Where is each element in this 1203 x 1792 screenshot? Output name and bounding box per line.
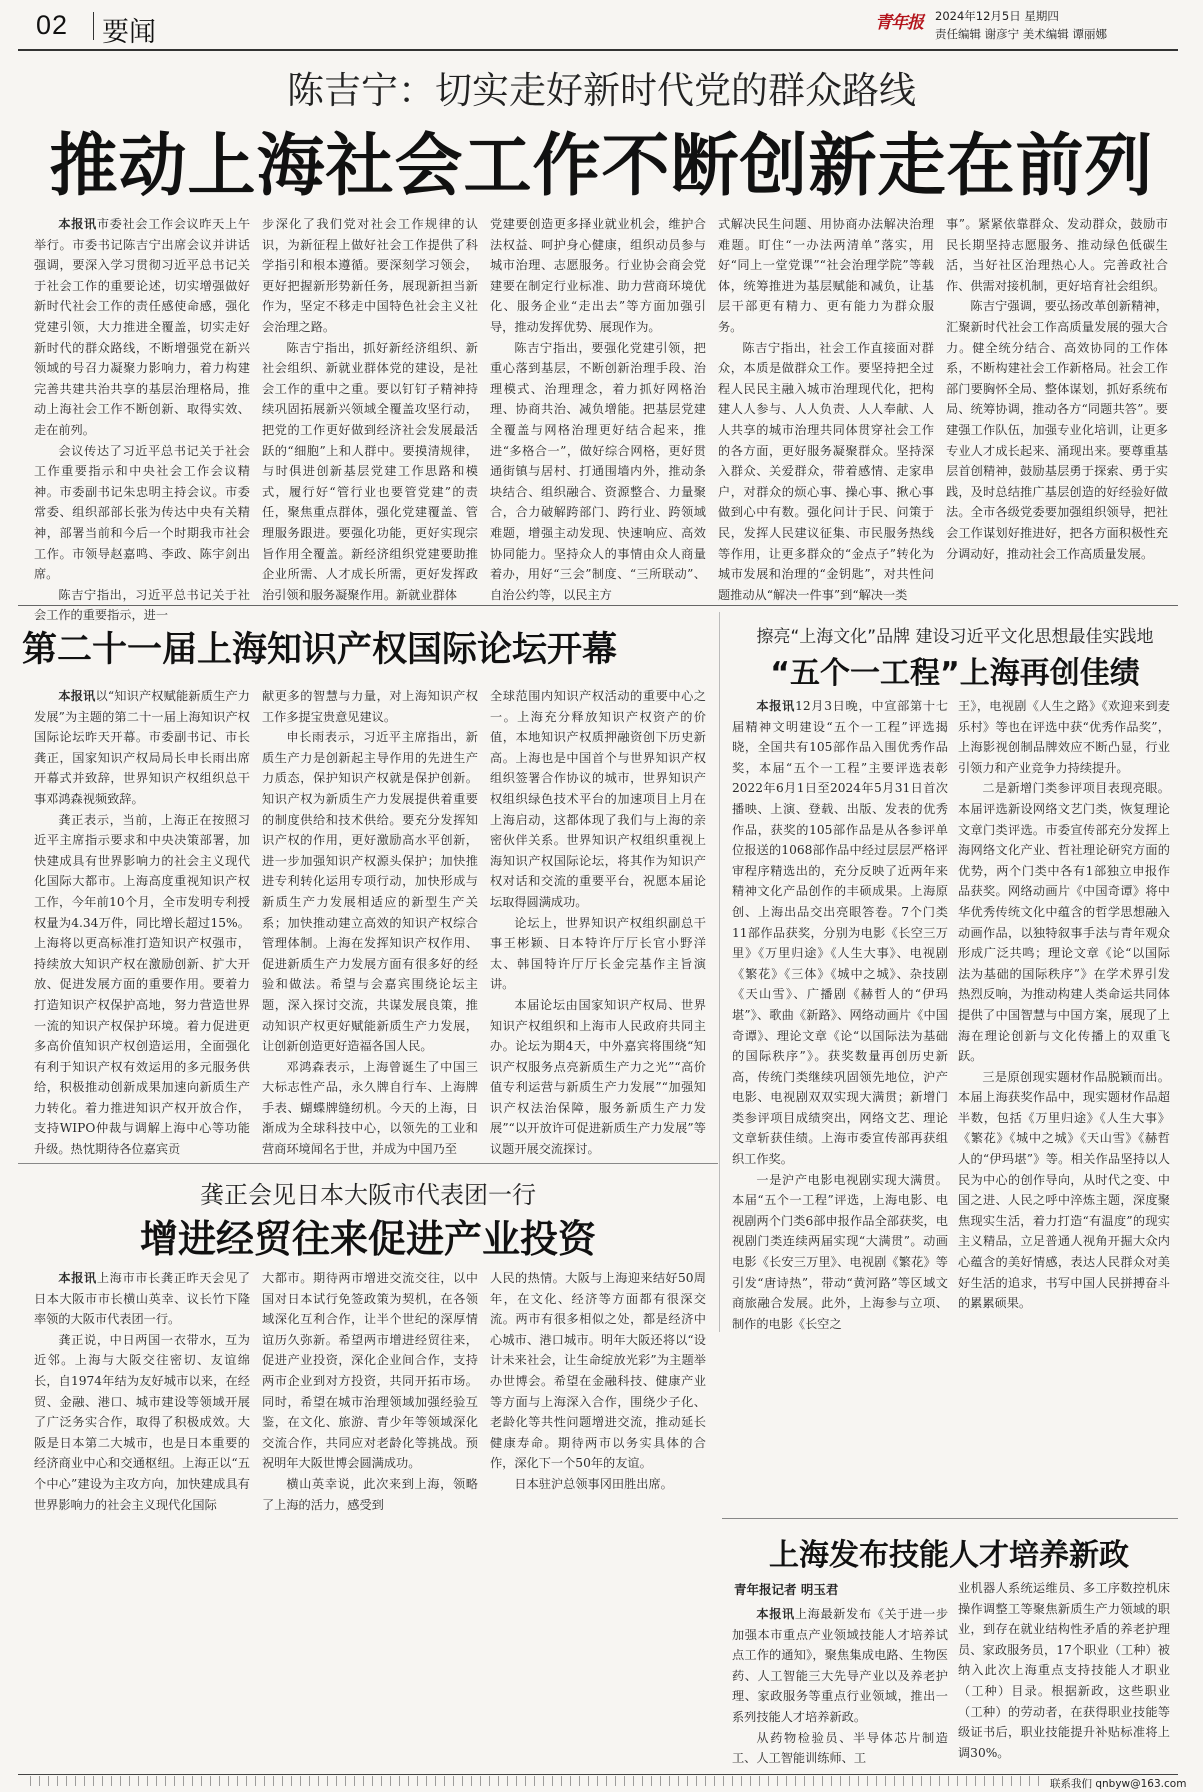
article5-byline: 青年报记者 明玉君 [734,1582,839,1597]
article-column-divider [719,612,720,1332]
header-rule [18,49,1178,51]
editors-credit: 责任编辑 谢彦宁 美术编辑 谭丽娜 [935,27,1107,41]
article1-col1: 本报讯市委社会工作会议昨天上午举行。市委书记陈吉宁出席会议并讲话强调，要深入学习贯彻习近平总书记关于社会工作的重要论述，切实增强做好新时代社会工作的责任感使命感，强化党建引领，大力推进全覆盖，切实走好新时代的群众路线，不断增强党在新兴领域的号召力凝聚力影响力，着力构建完善共建共治共享的基层治理格局，推动上海社会工作不断创新、取得实效、走在前列。 会议传达了习近平总书记关于社会工作重要指示和中央社会工作会议精神。市委副书记朱忠明主持会议。市委常委、组织部部长张为传达中央有关精神，部署当前和今后一个时期我市社会工作。市领导赵嘉鸣、李政、陈宇剑出席。 陈吉宁指出，习近平总书记关于社会工作的重要指示，进一 [34,217,251,623]
article2-lead-tag: 本报讯 [58,689,96,703]
page-header [0,0,1203,52]
article1-col4: 式解决民生问题、用协商办法解决治理难题。盯住“一办法两清单”落实，用好“同上一堂党课”“社会治理学院”等载体，统筹推进为基层赋能和减负，让基层干部更有精力、更有能力为群众服务。 陈吉宁指出，社会工作直接面对群众，本质是做群众工作。要坚持把全过程人民民主融入城市治理现代化，把构建人人参与、人人负责、人人奉献、人人共享的城市治理共同体贯穿社会工作的各方面，更好服务凝聚群众。坚持深入群众、关爱群众，带着感情、走家串户，对群众的烦心事、操心事、揪心事做到心中有数。强化问计于民、问策于民，发挥人民建议征集、市民服务热线等作用，让更多群众的“金点子”转化为城市发展和治理的“金钥匙”，对共性问题推动从“解决一件事”到“解决一类 [718,217,934,602]
section-name: 要闻 [102,17,156,48]
article4-subtitle: 龚正会见日本大阪市代表团一行 [200,1181,536,1209]
article4-col2: 大都市。期待两市增进交流交往，以中国对日本试行免签政策为契机，在各领域深化互利合作，让半个世纪的深厚情谊历久弥新。希望两市增进经贸往来，促进产业投资，深化企业间合作，支持两市企业到对方投资，共同开拓市场。同时，希望在城市治理领域加强经验互鉴，在文化、旅游、青少年等领域深化交流合作，共同应对老龄化等挑战。预祝明年大阪世博会圆满成功。 横山英幸说，此次来到上海，领略了上海的活力，感受到 [262,1271,478,1512]
article3-headline: “五个一工程”上海再创佳绩 [770,656,1140,691]
article2-headline: 第二十一届上海知识产权国际论坛开幕 [22,630,618,670]
article1-subtitle: 陈吉宁：切实走好新时代党的群众路线 [287,69,916,112]
header-divider [93,12,94,40]
article1-col2: 步深化了我们党对社会工作规律的认识，为新征程上做好社会工作提供了科学指引和根本遵循。要深刻学习领会，更好把握新形势新任务，展现新担当新作为，坚定不移走中国特色社会主义社会治理之路。 陈吉宁指出，抓好新经济组织、新社会组织、新就业群体党的建设，是社会工作的重中之重。要以钉钉子精神持续巩固拓展新兴领域全覆盖攻坚行动，把党的工作更好做到经济社会发展最活跃的“细胞”上和人群中。要摸清规律，与时俱进创新基层党建工作思路和模式，履行好“管行业也要管党建”的责任，聚焦重点群体，强化党建覆盖、管理服务跟进。要强化功能，更好实现宗旨作用全覆盖。新经济组织党建要助推企业所需、人才成长所需，更好发挥政治引领和服务凝聚作用。新就业群体 [262,217,478,602]
article3-lead-tag: 本报讯 [756,699,796,713]
article3-col1: 本报讯12月3日晚，中宣部第十七届精神文明建设“五个一工程”评选揭晓，全国共有105部作品入围优秀作品奖，本届“五个一工程”主要评选表彰2022年6月1日至2024年5月31日首次播映、上演、登载、出版、发表的优秀作品，获奖的105部作品是从各参评单位报送的1068部作品中经过层层严格评审程序精选出的，充分反映了近两年来精神文化产品创作的丰硕成果。上海原创、上海出品交出亮眼答卷。7个门类11部作品获奖，分别为电影《长空三万里》《万里归途》《人生大事》、电视剧《繁花》《三体》《城中之城》、杂技剧《天山雪》、广播剧《赫哲人的“伊玛堪”》、歌曲《新路》、网络动画片《中国奇谭》、理论文章《论“以国际法为基础的国际秩序”》。获奖数量再创历史新高，传统门类继续巩固领先地位，沪产电影、电视剧双双实现大满贯；新增门类参评项目成绩突出，网络文艺、理论文章斩获佳绩。上海市委宣传部再获组织工作奖。 一是沪产电影电视剧实现大满贯。本届“五个一工程”评选，上海电影、电视剧两个门类6部申报作品全部获奖，电视剧门类连续两届实现“大满贯”。动画电影《长安三万里》、电视剧《繁花》等引发“唐诗热”，带动“黄河路”等区域文商旅融合发展。此外，上海参与立项、制作的电影《长空之 [732,699,948,1331]
article3-bottom-rule [722,1518,1178,1519]
barcode-strip [30,1776,1040,1786]
page-number: 02 [36,10,69,40]
article2-bottom-rule [18,1163,718,1164]
article4-lead-tag: 本报讯 [58,1271,97,1285]
footer-rule [18,1774,1178,1775]
article2-col2: 献更多的智慧与力量，对上海知识产权工作多提宝贵意见建议。 申长雨表示，习近平主席指出，新质生产力是创新起主导作用的先进生产力质态，保护知识产权就是保护创新。知识产权为新质生产力发展提供着重要的制度供给和技术供给。要充分发挥知识产权的作用，更好激励高水平创新，进一步加强知识产权源头保护；加快推进专利转化运用专项行动，加快形成与新质生产力发展相适应的新型生产关系；加快推动建立高效的知识产权综合管理体制。上海在发挥知识产权作用、促进新质生产力发展方面有很多好的经验和做法。希望与会嘉宾围绕论坛主题，深入探讨交流，共谋发展良策，推动知识产权更好赋能新质生产力发展，让创新创造更好造福各国人民。 邓鸿森表示，上海曾诞生了中国三大标志性产品，永久牌自行车、上海牌手表、蝴蝶牌缝纫机。今天的上海，日渐成为全球科技中心，以领先的工业和营商环境闻名于世，并成为中国乃至 [262,689,478,1157]
article5-col1: 本报讯上海最新发布《关于进一步加强本市重点产业领域技能人才培养试点工作的通知》，聚焦集成电路、生物医药、人工智能三大先导产业以及养老护理、家政服务等重点行业领域，推出一系列技能人才培养新政。 从药物检验员、半导体芯片制造工、人工智能训练师、工 [732,1607,949,1766]
article3-col2: 王》，电视剧《人生之路》《欢迎来到麦乐村》等也在评选中获“优秀作品奖”，上海影视创制品牌效应不断凸显，行业引领力和产业竞争力持续提升。 二是新增门类参评项目表现亮眼。本届评选新设网络文艺门类，恢复理论文章门类评选。市委宣传部充分发挥上海网络文化产业、哲社理论研究方面的优势，两个门类中各有1部独立申报作品获奖。网络动画片《中国奇谭》将中华优秀传统文化中蕴含的哲学思想融入动画作品，以独特叙事手法与青年观众形成广泛共鸣；理论文章《论“以国际法为基础的国际秩序”》在学术界引发热烈反响，为推动构建人类命运共同体提供了中国智慧与中国方案，展现了上海在理论创新与文化传播上的双重飞跃。 三是原创现实题材作品脱颖而出。本届上海获奖作品中，现实题材作品超半数，包括《万里归途》《人生大事》《繁花》《城中之城》《天山雪》《赫哲人的“伊玛堪”》等。相关作品坚持以人民为中心的创作导向，从时代之变、中国之进、人民之呼中淬炼主题，深度聚焦现实生活，着力打造“有温度”的现实主义精品，立足普通人视角开掘大众内心蕴含的美好情感，表达人民群众对美好生活的追求，书写中国人民拼搏奋斗的累累硕果。 [958,699,1170,1311]
article4-col1: 本报讯上海市市长龚正昨天会见了日本大阪市市长横山英幸、议长竹下隆率领的大阪市代表团一行。 龚正说，中日两国一衣带水，互为近邻。上海与大阪交往密切、友谊绵长，自1974年结为友好城市以来，在经贸、金融、港口、城市建设等领域开展了广泛务实合作，取得了积极成效。大阪是日本第二大城市，也是日本重要的经济商业中心和交通枢纽。上海正以“五个中心”建设为主攻方向，加快建成具有世界影响力的社会主义现代化国际 [34,1271,251,1512]
article2-col3: 全球范围内知识产权活动的重要中心之一。上海充分释放知识产权资产的价值，本地知识产权质押融资创下历史新高。上海也是中国首个与世界知识产权组织签署合作协议的城市，世界知识产权组织绿色技术平台的加速项目上月在上海启动，这都体现了我们与上海的亲密伙伴关系。世界知识产权组织重视上海知识产权国际论坛，将其作为知识产权对话和交流的重要平台，祝愿本届论坛取得圆满成功。 论坛上，世界知识产权组织副总干事王彬颖、日本特许厅厅长官小野洋太、韩国特许厅厅长金完基作主旨演讲。 本届论坛由国家知识产权局、世界知识产权组织和上海市人民政府共同主办。论坛为期4天，中外嘉宾将围绕“知识产权服务点亮新质生产力之光”“高价值专利运营与新质生产力发展”“加强知识产权法治保障，服务新质生产力发展”“以开放许可促进新质生产力发展”等议题开展交流探讨。 [490,689,706,1157]
article5-col2: 业机器人系统运维员、多工序数控机床操作调整工等聚焦新质生产力领域的职业，到存在就业结构性矛盾的养老护理员、家政服务员，17个职业（工种）被纳入此次上海重点支持技能人才职业（工种）目录。根据新政，这些职业（工种）的劳动者，在获得职业技能等级证书后，职业技能提升补贴标准将上调30%。 [958,1581,1170,1760]
article3-subtitle: 擦亮“上海文化”品牌 建设习近平文化思想最佳实践地 [756,627,1154,647]
issue-date: 2024年12月5日 星期四 [935,9,1059,23]
article2-col1: 本报讯以“知识产权赋能新质生产力发展”为主题的第二十一届上海知识产权国际论坛昨天开幕。市委副书记、市长龚正，国家知识产权局局长申长雨出席开幕式并致辞，世界知识产权组织总干事邓鸿森视频致辞。 龚正表示，当前，上海正在按照习近平主席指示要求和中央决策部署，加快建成具有世界影响力的社会主义现代化国际大都市。上海高度重视知识产权工作，今年前10个月，全市发明专利授权量为4.34万件，同比增长超过15%。上海将以更高标准打造知识产权强市，持续放大知识产权在激励创新、扩大开放、促进发展方面的重要作用。要着力打造知识产权保护高地，努力营造世界一流的知识产权保护环境。着力促进更多高价值知识产权创造运用，全面强化有利于知识产权有效运用的多元服务供给，积极推动创新成果加速向新质生产力转化。着力推进知识产权开放合作，支持WIPO仲裁与调解上海中心等功能升级。热忱期待各位嘉宾贡 [34,689,250,1157]
article1-headline: 推动上海社会工作不断创新走在前列 [49,127,1154,206]
article1-bottom-rule [18,605,1178,606]
footer-contact: 联系我们 qnbyw@163.com [1050,1778,1187,1790]
masthead-logo: 青年报 [875,13,923,33]
article4-col3: 人民的热情。大阪与上海迎来结好50周年，在文化、经济等方面都有很深交流。两市有很多相似之处，都是经济中心城市、港口城市。明年大阪还将以“设计未来社会，让生命绽放光彩”为主题举办世博会。希望在金融科技、健康产业等方面与上海深入合作，围绕少子化、老龄化等共性问题增进交流，推动延长健康寿命。期待两市以务实具体的合作，深化下一个50年的友谊。 日本驻沪总领事冈田胜出席。 [490,1271,706,1491]
article4-headline: 增进经贸往来促进产业投资 [139,1217,596,1261]
article1-col3: 党建要创造更多择业就业机会，维护合法权益、呵护身心健康，组织动员参与城市治理、志愿服务。行业协会商会党建要在制定行业标准、助力营商环境优化、服务企业“走出去”等方面加强引导，推动发挥优势、展现作为。 陈吉宁指出，要强化党建引领，把重心落到基层，不断创新治理手段、治理模式、治理理念，着力抓好网格治理、协商共治、减负增能。把基层党建全覆盖与网格治理更好结合起来，推进“多格合一”，做好综合网格，更好贯通街镇与居村、打通围墙内外，推动条块结合、组织融合、资源整合、力量聚合，合力破解跨部门、跨行业、跨领域难题，增强主动发现、快速响应、高效协同能力。坚持众人的事情由众人商量着办，用好“三会”制度、“三所联动”、自治公约等，以民主方 [490,217,706,602]
article1-lead-tag: 本报讯 [58,217,97,231]
article5-lead-tag: 本报讯 [756,1607,795,1621]
article1-col5: 事”。紧紧依靠群众、发动群众，鼓励市民长期坚持志愿服务、推动绿色低碳生活，当好社区治理热心人。完善政社合作、供需对接机制，更好培育社会组织。 陈吉宁强调，要弘扬改革创新精神，汇聚新时代社会工作高质量发展的强大合力。健全统分结合、高效协同的工作体系，不断构建社会工作新格局。社会工作部门要胸怀全局、整体谋划，抓好系统布局、统筹协调，推动各方“同题共答”。要建强工作队伍，加强专业化培训，让更多专业人才成长起来、涌现出来。要尊重基层首创精神，鼓励基层勇于探索、勇于实践，及时总结推广基层创造的好经验好做法。全市各级党委要加强组织领导，把社会工作谋划好推进好，把各方面积极性充分调动好，推动社会工作高质量发展。 [946,217,1168,561]
article5-headline: 上海发布技能人才培养新政 [769,1538,1129,1573]
